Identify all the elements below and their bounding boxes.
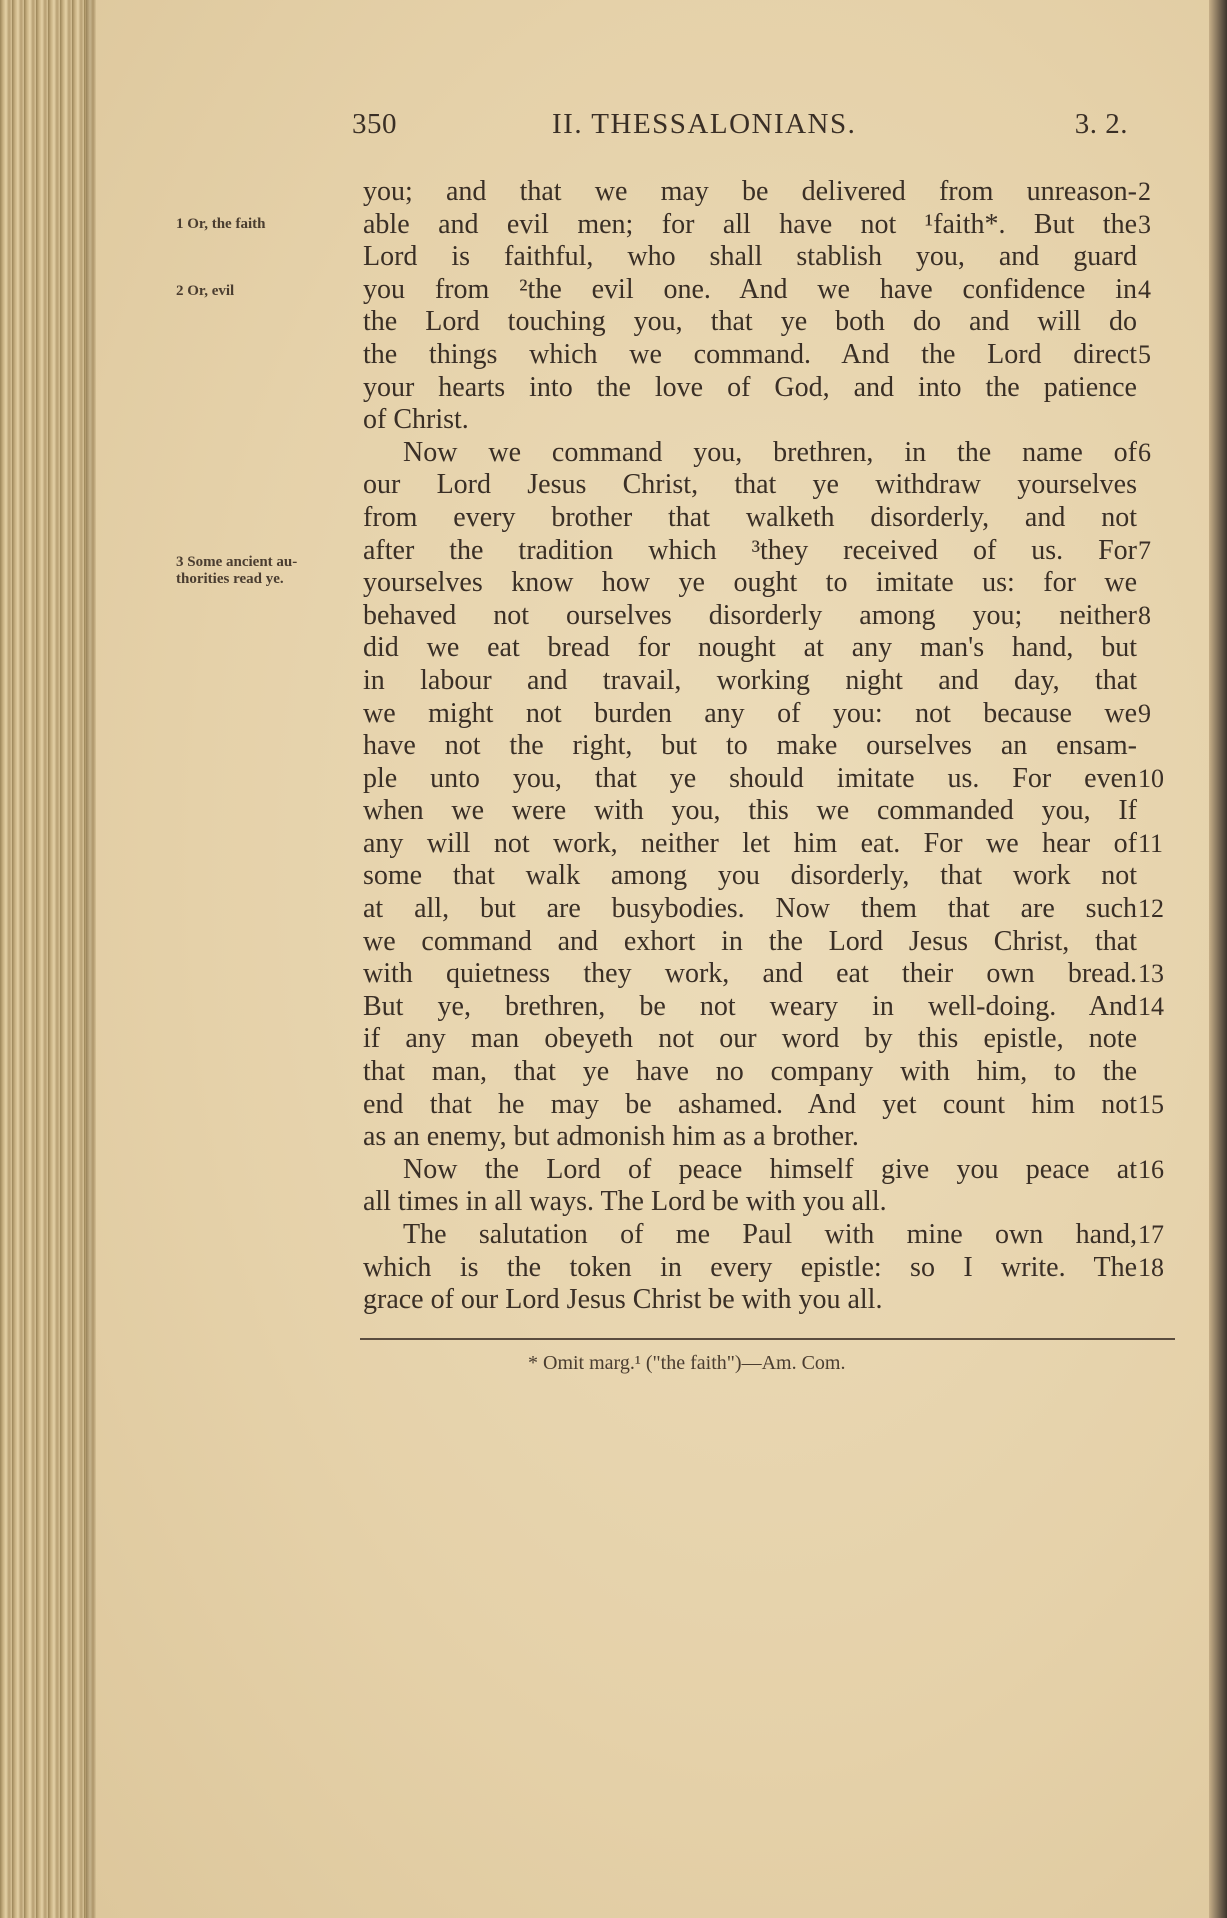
text-line: in labour and travail, working night and day, that bbox=[363, 664, 1137, 696]
text-line: after the tradition which ³they received of us. For bbox=[363, 534, 1137, 566]
verse-number: 12 bbox=[1138, 894, 1164, 924]
text-line: the things which we command. And the Lord direct bbox=[363, 338, 1137, 370]
text-line: of Christ. bbox=[363, 404, 469, 436]
text-line: you from ²the evil one. And we have confidence in bbox=[363, 273, 1137, 305]
verse-number: 13 bbox=[1138, 959, 1164, 989]
verse-number: 8 bbox=[1138, 600, 1151, 630]
text-line: when we were with you, this we commanded you, If bbox=[363, 795, 1137, 827]
running-header bbox=[352, 108, 1128, 148]
scripture-text bbox=[363, 176, 1137, 1317]
verse-number: 16 bbox=[1138, 1155, 1164, 1184]
text-line: have not the right, but to make ourselves an ensam- bbox=[363, 730, 1137, 762]
text-line: The salutation of me Paul with mine own hand, bbox=[403, 1219, 1137, 1250]
text-line: Now we command you, brethren, in the name of bbox=[403, 436, 1137, 468]
text-line: ple unto you, that ye should imitate us. For even bbox=[363, 762, 1137, 794]
text-line: with quietness they work, and eat their own bread. bbox=[363, 958, 1137, 990]
verse-number: 4 bbox=[1138, 274, 1151, 304]
verse-number: 11 bbox=[1138, 829, 1164, 858]
text-line: that man, that ye have no company with him, to the bbox=[363, 1056, 1137, 1088]
verse-number: 2 bbox=[1138, 177, 1151, 206]
margin-note-3 bbox=[176, 537, 356, 588]
page-edge-left bbox=[0, 0, 96, 1918]
text-line: we command and exhort in the Lord Jesus Christ, that bbox=[363, 925, 1137, 957]
text-line: Lord is faithful, who shall stablish you, and guard bbox=[363, 241, 1137, 273]
page-number: 350 bbox=[352, 108, 397, 140]
footnote-rule bbox=[360, 1338, 1175, 1340]
verse-number: 9 bbox=[1138, 698, 1151, 728]
margin-note-text: 1 Or, the faith bbox=[176, 216, 266, 232]
text-line: at all, but are busybodies. Now them that are such bbox=[363, 893, 1137, 925]
text-line: able and evil men; for all have not ¹faith*. But the bbox=[363, 208, 1137, 240]
text-line: the Lord touching you, that ye both do and will do bbox=[363, 306, 1137, 338]
text-line: you; and that we may be delivered from unreason- bbox=[363, 176, 1137, 207]
text-line: Now the Lord of peace himself give you peace at bbox=[403, 1153, 1137, 1185]
text-line: as an enemy, but admonish him as a brother. bbox=[363, 1121, 859, 1153]
text-line: if any man obeyeth not our word by this epistle, note bbox=[363, 1023, 1137, 1055]
text-line: which is the token in every epistle: so I write. The bbox=[363, 1251, 1137, 1283]
margin-note-1 bbox=[176, 216, 265, 233]
verse-number: 5 bbox=[1138, 340, 1151, 369]
page-edge-right bbox=[1209, 0, 1227, 1918]
text-line: yourselves know how ye ought to imitate us: for we bbox=[363, 567, 1137, 599]
text-line: all times in all ways. The Lord be with you all. bbox=[363, 1186, 887, 1218]
verse-number: 18 bbox=[1138, 1252, 1164, 1282]
margin-note-text: 2 Or, evil bbox=[176, 283, 235, 299]
text-line: from every brother that walketh disorderly, and not bbox=[363, 501, 1137, 533]
text-line: behaved not ourselves disorderly among you; neither bbox=[363, 599, 1137, 631]
text-line: your hearts into the love of God, and into the patience bbox=[363, 371, 1137, 403]
verse-number: 6 bbox=[1138, 437, 1151, 467]
chapter-verse: 3. 2. bbox=[1074, 108, 1128, 140]
text-line: some that walk among you disorderly, that work not bbox=[363, 860, 1137, 892]
text-line: our Lord Jesus Christ, that ye withdraw yourselves bbox=[363, 469, 1137, 501]
verse-number: 3 bbox=[1138, 209, 1151, 239]
text-line: But ye, brethren, be not weary in well-doing. And bbox=[363, 990, 1137, 1022]
text-line: we might not burden any of you: not because we bbox=[363, 697, 1137, 729]
footnote: * Omit marg.¹ ("the faith")—Am. Com. bbox=[528, 1352, 846, 1374]
verse-number: 10 bbox=[1138, 763, 1164, 793]
verse-number: 17 bbox=[1138, 1220, 1164, 1250]
book-title: II. THESSALONIANS. bbox=[552, 108, 857, 140]
text-line: grace of our Lord Jesus Christ be with you all. bbox=[363, 1284, 883, 1316]
text-line: end that he may be ashamed. And yet count him not bbox=[363, 1088, 1137, 1120]
verse-number: 14 bbox=[1138, 992, 1164, 1021]
margin-note-2 bbox=[176, 283, 234, 300]
verse-number: 7 bbox=[1138, 535, 1151, 565]
text-line: any will not work, neither let him eat. For we hear of bbox=[363, 827, 1137, 859]
text-line: did we eat bread for nought at any man's hand, but bbox=[363, 632, 1137, 664]
margin-note-text: 3 Some ancient au- thorities read ye. bbox=[176, 554, 298, 587]
verse-number: 15 bbox=[1138, 1089, 1164, 1119]
